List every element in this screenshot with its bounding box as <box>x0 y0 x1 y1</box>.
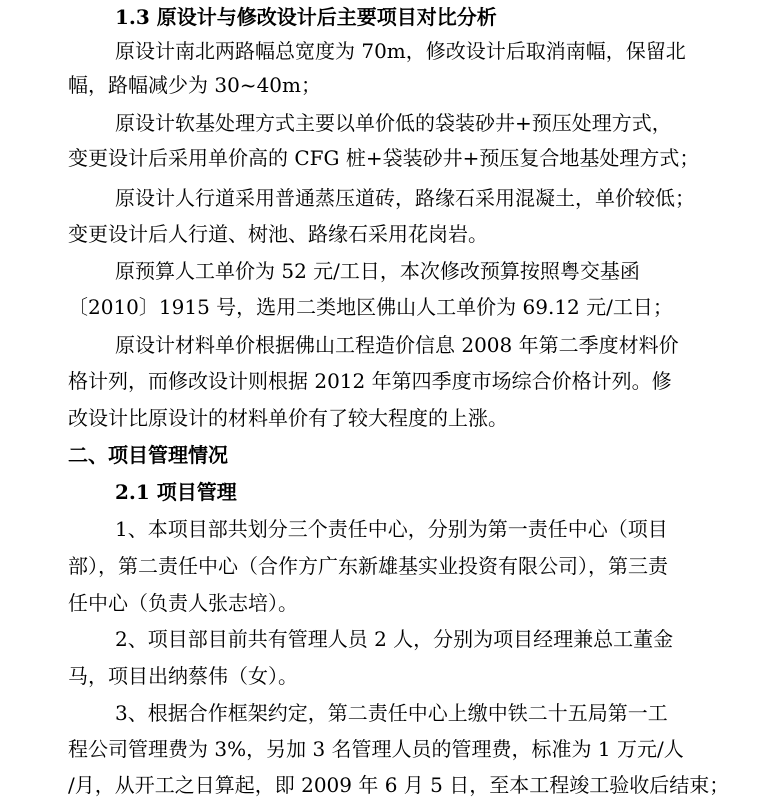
paragraph-line: 部），第二责任中心（合作方广东新雄基实业投资有限公司），第三责 <box>68 554 668 578</box>
paragraph-line: 〔2010〕1915 号，选用二类地区佛山人工单价为 69.12 元/工日； <box>68 295 673 319</box>
paragraph-line: 1、本项目部共划分三个责任中心，分别为第一责任中心（项目 <box>115 517 668 541</box>
paragraph-line: 原设计人行道采用普通蒸压道砖，路缘石采用混凝土，单价较低； <box>115 186 695 210</box>
paragraph-line: 原设计南北两路幅总宽度为 70m，修改设计后取消南幅，保留北 <box>115 39 686 63</box>
paragraph-line: 变更设计后采用单价高的 CFG 桩+袋装砂井+预压复合地基处理方式； <box>68 146 700 170</box>
paragraph-line: 原设计软基处理方式主要以单价低的袋装砂井+预压处理方式， <box>115 111 672 135</box>
paragraph-line: 改设计比原设计的材料单价有了较大程度的上涨。 <box>68 406 508 430</box>
paragraph-line: 程公司管理费为 3%，另加 3 名管理人员的管理费，标准为 1 万元/人 <box>68 737 684 761</box>
paragraph-line: 马，项目出纳蔡伟（女）。 <box>68 664 298 688</box>
paragraph-line: /月，从开工之日算起，即 2009 年 6 月 5 日，至本工程竣工验收后结束； <box>68 773 730 797</box>
paragraph-line: 原设计材料单价根据佛山工程造价信息 2008 年第二季度材料价 <box>115 333 679 357</box>
paragraph-line: 3、根据合作框架约定，第二责任中心上缴中铁二十五局第一工 <box>115 701 668 725</box>
paragraph-line: 任中心（负责人张志培）。 <box>68 591 298 615</box>
paragraph-line: 格计列，而修改设计则根据 2012 年第四季度市场综合价格计列。修 <box>68 369 672 393</box>
sub-heading-2-1: 2.1 项目管理 <box>115 480 237 504</box>
section-heading-2: 二、项目管理情况 <box>68 443 228 467</box>
section-heading-1-3: 1.3 原设计与修改设计后主要项目对比分析 <box>115 5 497 29</box>
paragraph-line: 2、项目部目前共有管理人员 2 人，分别为项目经理兼总工董金 <box>115 627 674 651</box>
paragraph-line: 变更设计后人行道、树池、路缘石采用花岗岩。 <box>68 222 488 246</box>
paragraph-line: 幅，路幅减少为 30~40m； <box>68 73 321 97</box>
paragraph-line: 原预算人工单价为 52 元/工日，本次修改预算按照粤交基函 <box>115 259 640 283</box>
